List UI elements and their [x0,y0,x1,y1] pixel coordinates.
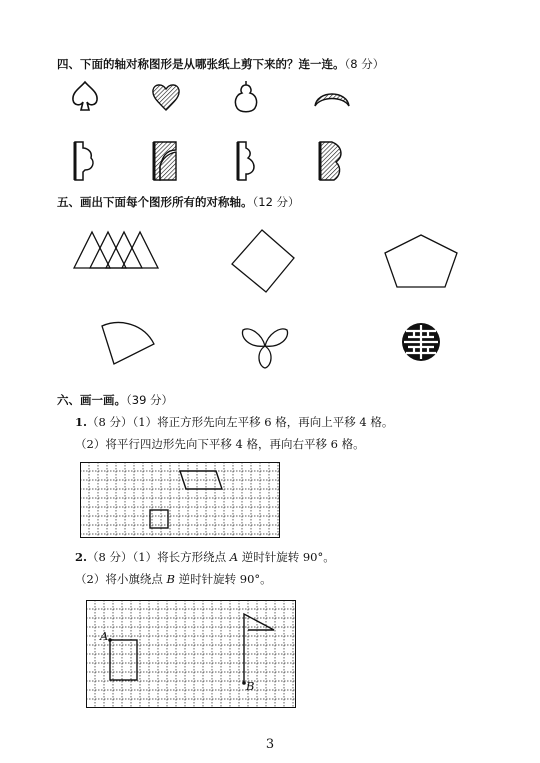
page-number: 3 [265,737,275,752]
spade-shape [70,80,100,114]
sector-shape [100,318,158,366]
pentagon-shape [383,233,459,289]
chinese-ornament-shape [400,321,442,363]
point-a [108,638,112,642]
rectangle [110,640,137,680]
q1-line2: （2）将平行四边形先向下平移 4 格，再向右平移 6 格。 [75,437,365,451]
grid-rotation [86,600,296,708]
q2-line1: 2.（8 分）（1）将长方形绕点 A 逆时针旋转 90°。 [75,550,335,564]
paper-heart-half [152,140,180,182]
trefoil-shape [240,320,290,370]
section5-title: 五、画出下面每个图形所有的对称轴。（12 分） [57,195,300,209]
section6-title: 六、画一画。（39 分） [57,393,174,407]
grid-translation [80,462,280,538]
triangles-shape [72,230,162,270]
paper-spade-half [73,140,101,182]
paper-crescent-half [318,140,348,182]
q1-line1: 1.（8 分）（1）将正方形先向左平移 6 格，再向上平移 4 格。 [75,415,394,429]
label-a: A [100,629,109,643]
label-b: B [246,679,255,693]
section4-title: 四、下面的轴对称图形是从哪张纸上剪下来的？连一连。（8 分） [57,57,385,71]
crescent-shape [313,84,351,108]
flag [244,614,274,683]
square-rotated-shape [228,228,296,296]
heart-shape [150,82,182,112]
gourd-shape [232,79,260,115]
paper-gourd-half [236,140,264,182]
q2-line2: （2）将小旗绕点 B 逆时针旋转 90°。 [75,572,272,586]
